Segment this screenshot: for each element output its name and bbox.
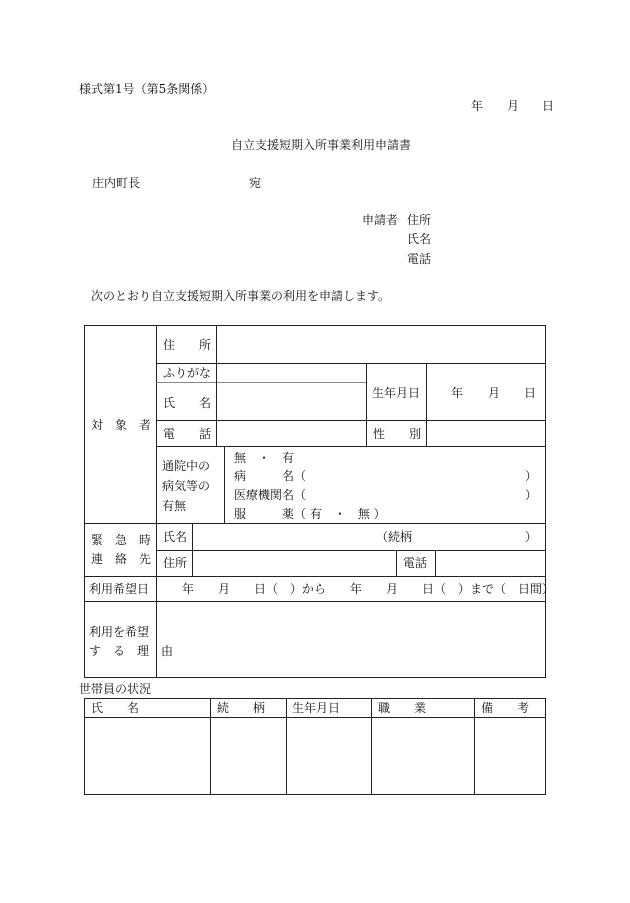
household-col-relation: 続 柄 <box>217 701 266 715</box>
applicant-phone-label: 電話 <box>407 252 432 266</box>
applicant-label: 申請者 <box>362 213 399 227</box>
form-number: 様式第1号（第5条関係） <box>79 82 215 96</box>
intro-text: 次のとおり自立支援短期入所事業の利用を申請します。 <box>91 289 391 303</box>
phone-label: 電 話 <box>163 427 212 441</box>
emergency-label-1: 緊 急 時 <box>91 533 152 547</box>
page-title: 自立支援短期入所事業利用申請書 <box>231 138 412 152</box>
birth-year: 年 <box>451 386 464 400</box>
birth-month: 月 <box>488 386 501 400</box>
date-day: 日 <box>542 99 555 113</box>
date-year: 年 <box>471 99 484 113</box>
illness-none-yes: 無 ・ 有 <box>234 451 295 465</box>
gender-label: 性 別 <box>373 427 422 441</box>
addressee: 庄内町長 <box>92 176 141 190</box>
address-label: 住 所 <box>163 338 212 352</box>
illness-disease: 病 名（ <box>234 469 307 483</box>
illness-medication: 服 薬（ 有 ・ 無 ） <box>234 507 386 521</box>
household-col-occupation: 職 業 <box>378 701 427 715</box>
emergency-label-2: 連 絡 先 <box>91 552 152 566</box>
household-col-name: 氏 名 <box>91 701 140 715</box>
emergency-relation-close: ） <box>525 530 538 544</box>
subject-section-label: 対 象 者 <box>91 418 152 432</box>
applicant-name-label: 氏名 <box>407 232 432 246</box>
household-title: 世帯員の状況 <box>79 682 152 696</box>
illness-institution: 医療機関名（ <box>234 488 307 502</box>
addressee-suffix: 宛 <box>249 176 262 190</box>
household-col-remarks: 備 考 <box>481 701 530 715</box>
applicant-address-label: 住所 <box>407 213 432 227</box>
reason-label-1: 利用を希望 <box>89 625 150 639</box>
name-label: 氏 名 <box>163 396 212 410</box>
emergency-address-label: 住所 <box>163 556 188 570</box>
emergency-phone-label: 電話 <box>403 556 428 570</box>
reason-label-2: す る 理 由 <box>89 644 174 658</box>
illness-label-3: 有無 <box>162 499 187 513</box>
illness-disease-close: ） <box>525 469 538 483</box>
illness-label-1: 通院中の <box>162 459 211 473</box>
illness-institution-close: ） <box>525 488 538 502</box>
birthdate-label: 生年月日 <box>372 386 421 400</box>
furigana-label: ふりがな <box>163 366 212 380</box>
emergency-relation: （続柄 <box>376 530 413 544</box>
household-col-birthdate: 生年月日 <box>292 701 341 715</box>
period-text: 年 月 日（ ）から 年 月 日（ ）まで（ 日間） <box>182 582 555 596</box>
emergency-name-label: 氏名 <box>163 530 188 544</box>
period-label: 利用希望日 <box>89 582 150 596</box>
date-month: 月 <box>507 99 520 113</box>
illness-label-2: 病気等の <box>162 479 211 493</box>
birth-day: 日 <box>524 386 537 400</box>
